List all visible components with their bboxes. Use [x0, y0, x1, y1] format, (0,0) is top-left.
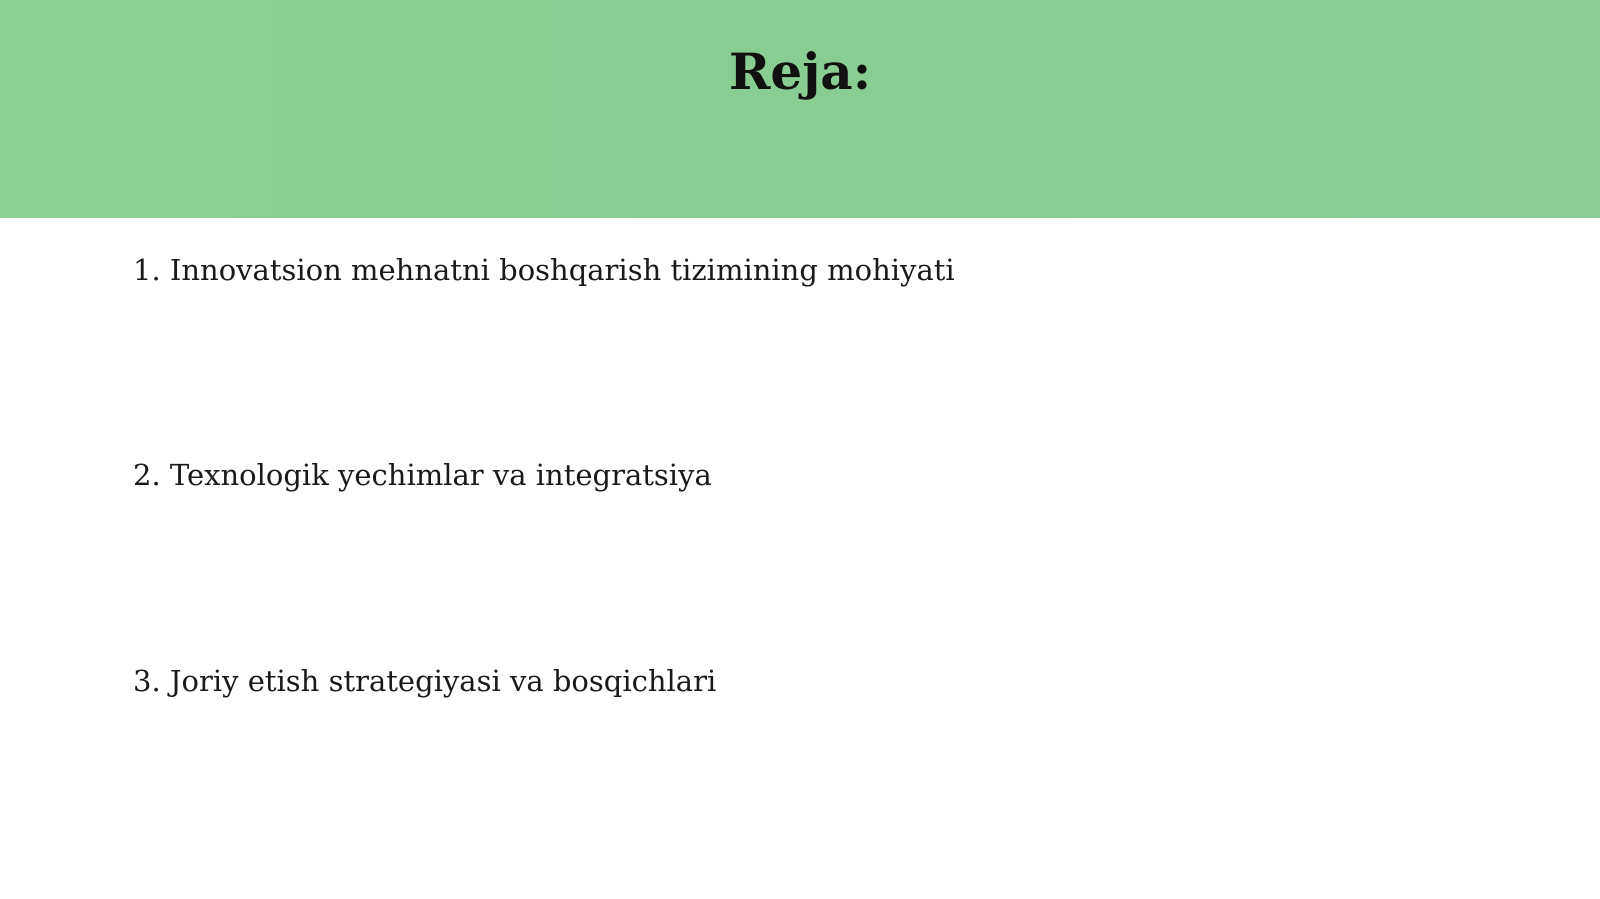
slide-title: Reja: — [728, 42, 872, 101]
plan-item-1: 1. Innovatsion mehnatni boshqarish tizimining mohiyati — [133, 253, 955, 287]
header-band — [0, 0, 1600, 218]
plan-item-3: 3. Joriy etish strategiyasi va bosqichlari — [133, 664, 717, 698]
plan-item-2: 2. Texnologik yechimlar va integratsiya — [133, 458, 712, 492]
